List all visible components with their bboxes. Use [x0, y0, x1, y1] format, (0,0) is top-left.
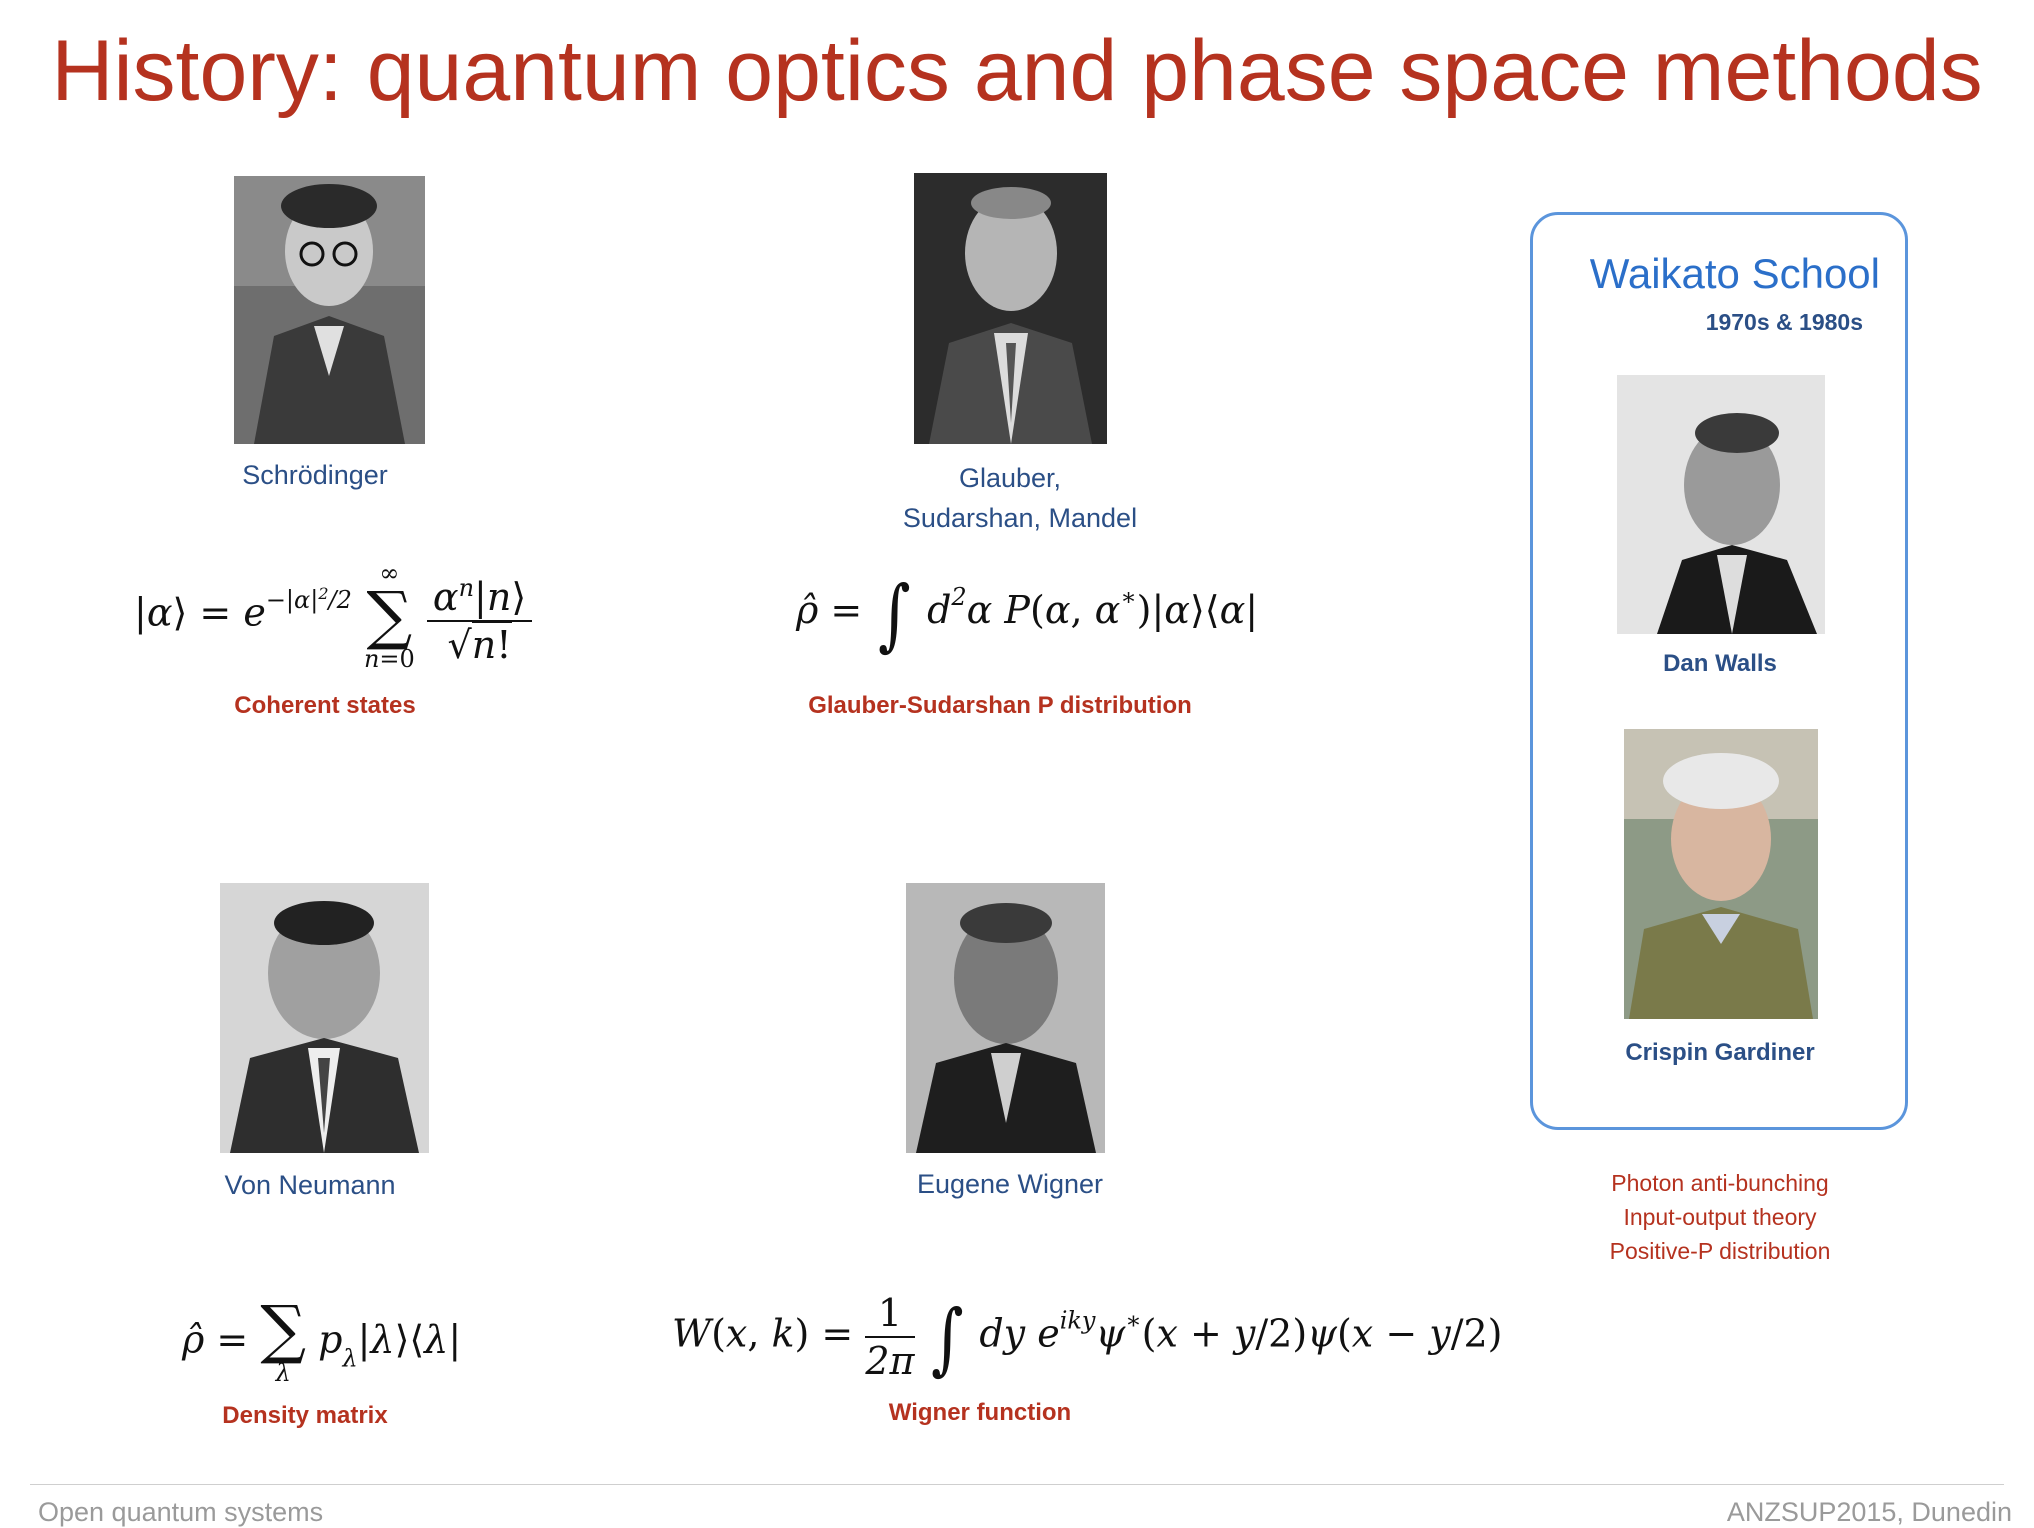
portrait-image — [220, 883, 429, 1153]
waikato-member-name: Dan Walls — [1663, 650, 1777, 677]
contribution-item: Positive-P distribution — [1609, 1238, 1831, 1264]
portrait-image — [906, 883, 1105, 1153]
p-distribution-equation: ρ̂ = ∫ $d^2\alpha$ P(α, α∗)|α⟩⟨α| — [796, 570, 1259, 660]
portrait-image — [234, 176, 425, 444]
portrait-image — [1617, 375, 1825, 634]
footer-right: ANZSUP2015, Dunedin — [1726, 1497, 2012, 1527]
coherent-state-equation: |α⟩ = $e^{-|\alpha|^2/2}$ ∞ ∑ n=0 $\frac{\alpha^n|n⟩}{√n!}$ — [134, 560, 532, 672]
schrodinger-name: Schrödinger — [242, 460, 388, 490]
dan-walls-photo — [1617, 375, 1825, 634]
waikato-school-period: 1970s & 1980s — [1705, 309, 1863, 335]
portrait-image — [914, 173, 1107, 444]
glauber-name-line2: Sudarshan, Mandel — [902, 503, 1138, 533]
p-distribution-caption: Glauber-Sudarshan P distribution — [808, 692, 1192, 719]
coherent-states-caption: Coherent states — [234, 692, 416, 719]
waikato-school-title: Waikato School — [1589, 250, 1880, 297]
contribution-item: Photon anti-bunching — [1611, 1170, 1829, 1196]
density-matrix-equation: ρ̂ = ∑ λ $p_\lambda|\lambda⟩⟨\lambda|$ — [182, 1293, 462, 1387]
von-neumann-name: Von Neumann — [224, 1170, 396, 1200]
wigner-function-equation: W(x, k) = $\frac{1}{2\pi}$ ∫ dy $e^{iky}\psi^∗(x + y/2)\psi(x - y/2)$ — [672, 1291, 1503, 1384]
schrodinger-photo — [234, 176, 425, 444]
wigner-photo — [906, 883, 1105, 1153]
density-matrix-caption: Density matrix — [222, 1402, 388, 1429]
wigner-function-caption: Wigner function — [888, 1399, 1072, 1426]
glauber-photo — [914, 173, 1107, 444]
glauber-name-line1: Glauber, — [958, 463, 1062, 493]
slide-title: History: quantum optics and phase space methods — [51, 23, 1983, 119]
portrait-image — [1624, 729, 1818, 1019]
crispin-gardiner-photo — [1624, 729, 1818, 1019]
von-neumann-photo — [220, 883, 429, 1153]
waikato-member-name: Crispin Gardiner — [1625, 1039, 1815, 1066]
footer-left: Open quantum systems — [38, 1497, 324, 1527]
footer-divider — [30, 1484, 2004, 1485]
contribution-item: Input-output theory — [1623, 1204, 1817, 1230]
wigner-name: Eugene Wigner — [916, 1169, 1104, 1199]
